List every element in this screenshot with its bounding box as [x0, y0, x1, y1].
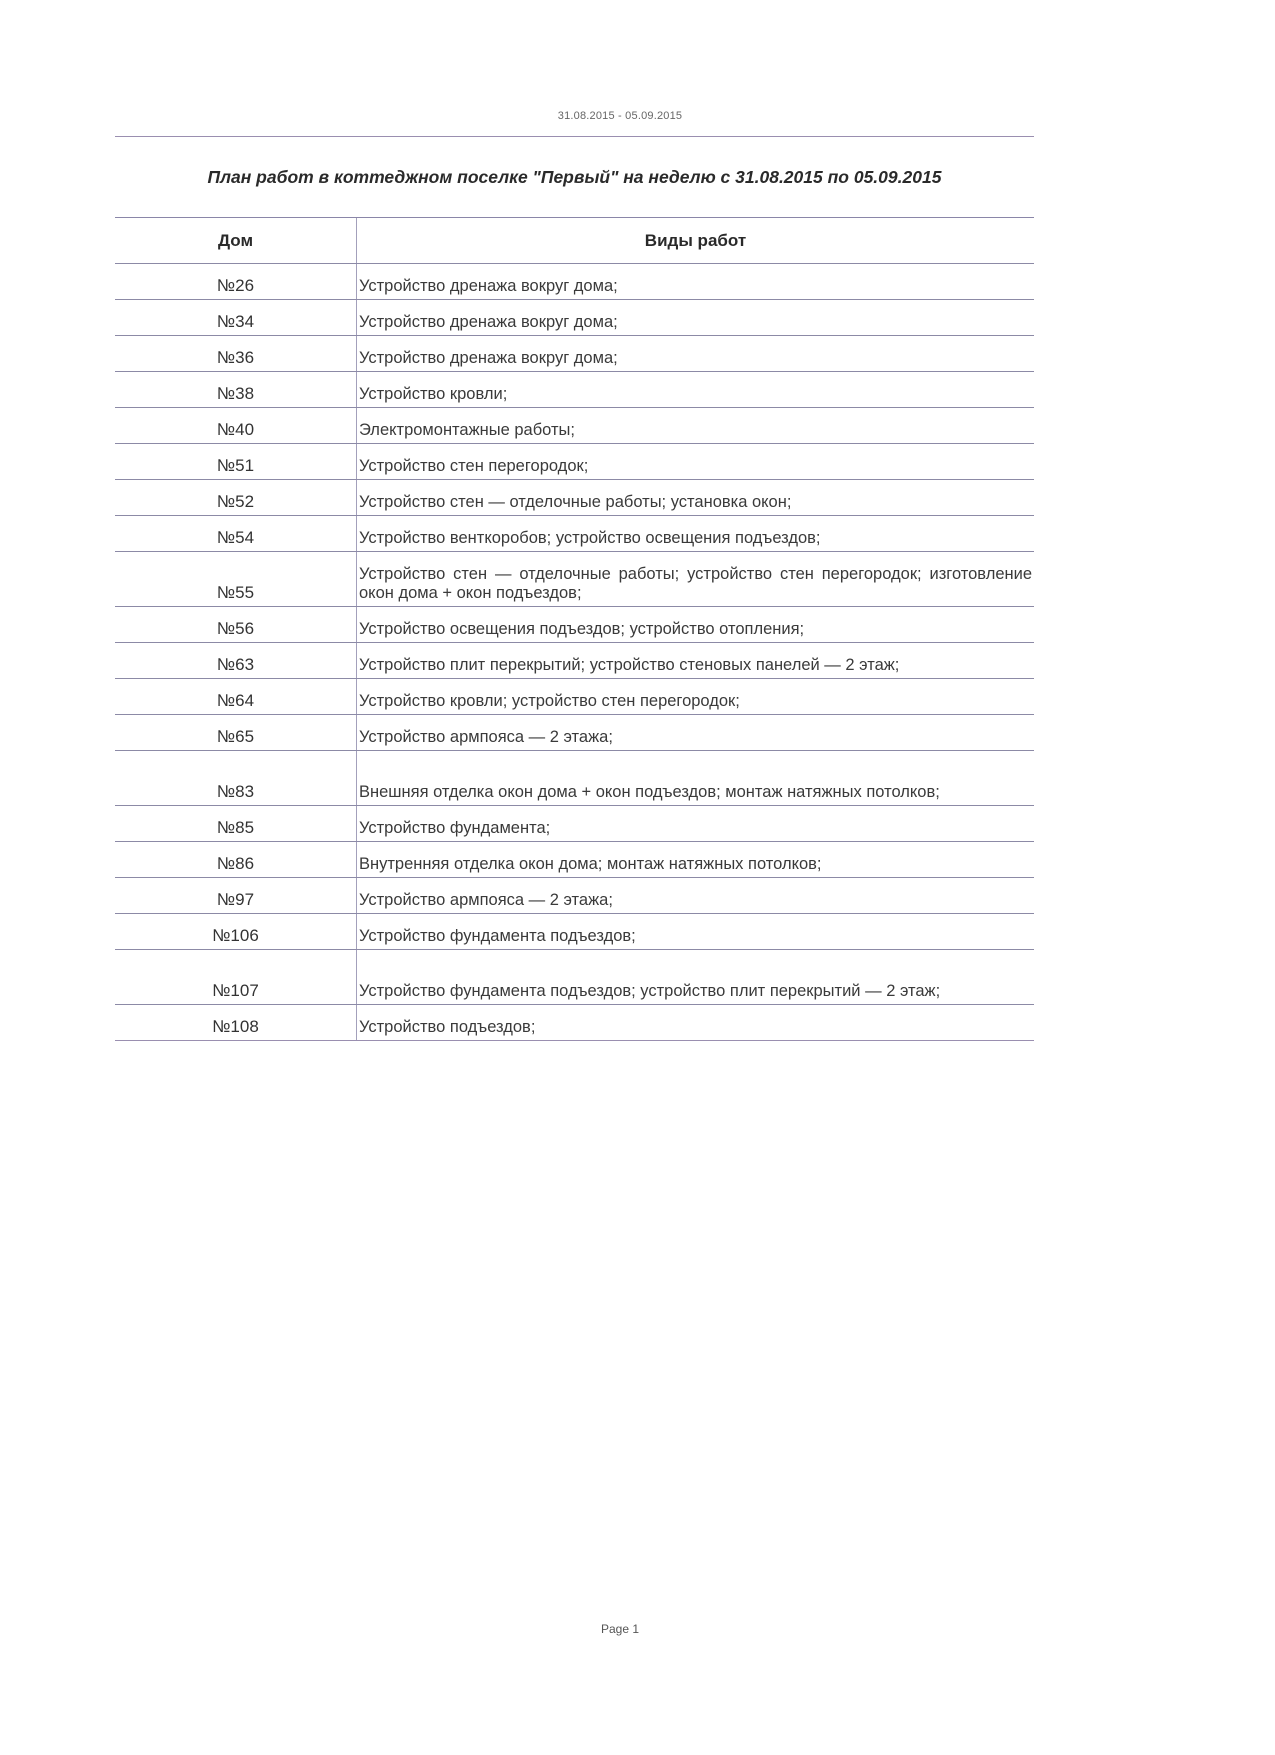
table-row	[115, 336, 1034, 372]
work-description: Устройство фундамента;	[359, 819, 551, 837]
house-number: №108	[115, 1005, 357, 1040]
house-number: №86	[115, 842, 357, 877]
table-row	[115, 914, 1034, 950]
document-title: План работ в коттеджном поселке "Первый" на неделю с 31.08.2015 по 05.09.2015	[115, 137, 1034, 218]
table-row	[115, 607, 1034, 643]
table-row	[115, 264, 1034, 300]
house-number: №51	[115, 444, 357, 479]
table-row	[115, 444, 1034, 480]
table-row	[115, 950, 1034, 1005]
work-description: Устройство фундамента подъездов; устройство плит перекрытий — 2 этаж;	[359, 982, 941, 1000]
work-description: Устройство армпояса — 2 этажа;	[359, 891, 613, 909]
house-number: №83	[115, 751, 357, 805]
work-description: Устройство дренажа вокруг дома;	[359, 277, 618, 295]
house-number: №85	[115, 806, 357, 841]
house-number: №40	[115, 408, 357, 443]
table-row	[115, 878, 1034, 914]
work-description: Устройство освещения подъездов; устройство отопления;	[359, 620, 805, 638]
house-number: №34	[115, 300, 357, 335]
house-number: №65	[115, 715, 357, 750]
work-description: Устройство венткоробов; устройство освещения подъездов;	[359, 529, 821, 547]
table-row	[115, 751, 1034, 806]
house-number: №63	[115, 643, 357, 678]
house-number: №54	[115, 516, 357, 551]
work-description: Устройство армпояса — 2 этажа;	[359, 728, 613, 746]
work-description: Внешняя отделка окон дома + окон подъездов; монтаж натяжных потолков;	[359, 783, 940, 801]
table-row	[115, 300, 1034, 336]
work-description: Устройство дренажа вокруг дома;	[359, 313, 618, 331]
work-description: Устройство подъездов;	[359, 1018, 536, 1036]
house-number: №106	[115, 914, 357, 949]
table-row	[115, 1005, 1034, 1040]
table-row	[115, 679, 1034, 715]
table-row	[115, 715, 1034, 751]
house-number: №38	[115, 372, 357, 407]
house-number: №36	[115, 336, 357, 371]
work-description: Внутренняя отделка окон дома; монтаж натяжных потолков;	[359, 855, 822, 873]
house-number: №64	[115, 679, 357, 714]
table-row	[115, 480, 1034, 516]
table-row	[115, 408, 1034, 444]
work-plan-table	[115, 136, 1034, 1041]
table-row	[115, 842, 1034, 878]
table-row	[115, 516, 1034, 552]
work-description: Устройство стен перегородок;	[359, 457, 589, 475]
work-description: Устройство дренажа вокруг дома;	[359, 349, 618, 367]
table-row	[115, 806, 1034, 842]
house-number: №56	[115, 607, 357, 642]
work-description: Устройство кровли; устройство стен перегородок;	[359, 692, 740, 710]
work-description: Устройство плит перекрытий; устройство стеновых панелей — 2 этаж;	[359, 656, 900, 674]
page-header-date-range: 31.08.2015 - 05.09.2015	[557, 110, 683, 122]
column-header-works: Виды работ	[644, 231, 747, 250]
table-header-row	[115, 218, 1034, 264]
work-description: Устройство фундамента подъездов;	[359, 927, 636, 945]
house-number: №26	[115, 264, 357, 299]
page-number: Page 1	[600, 1622, 640, 1636]
work-description: Устройство стен — отделочные работы; устройство стен перегородок; изготовление окон дома + окон подъездов;	[359, 565, 1032, 602]
table-row	[115, 552, 1034, 607]
column-header-house: Дом	[115, 218, 357, 263]
work-description: Электромонтажные работы;	[359, 421, 575, 439]
house-number: №55	[115, 552, 357, 606]
work-description: Устройство кровли;	[359, 385, 508, 403]
table-row	[115, 643, 1034, 679]
house-number: №52	[115, 480, 357, 515]
table-row	[115, 372, 1034, 408]
house-number: №107	[115, 950, 357, 1004]
house-number: №97	[115, 878, 357, 913]
work-description: Устройство стен — отделочные работы; установка окон;	[359, 493, 792, 511]
